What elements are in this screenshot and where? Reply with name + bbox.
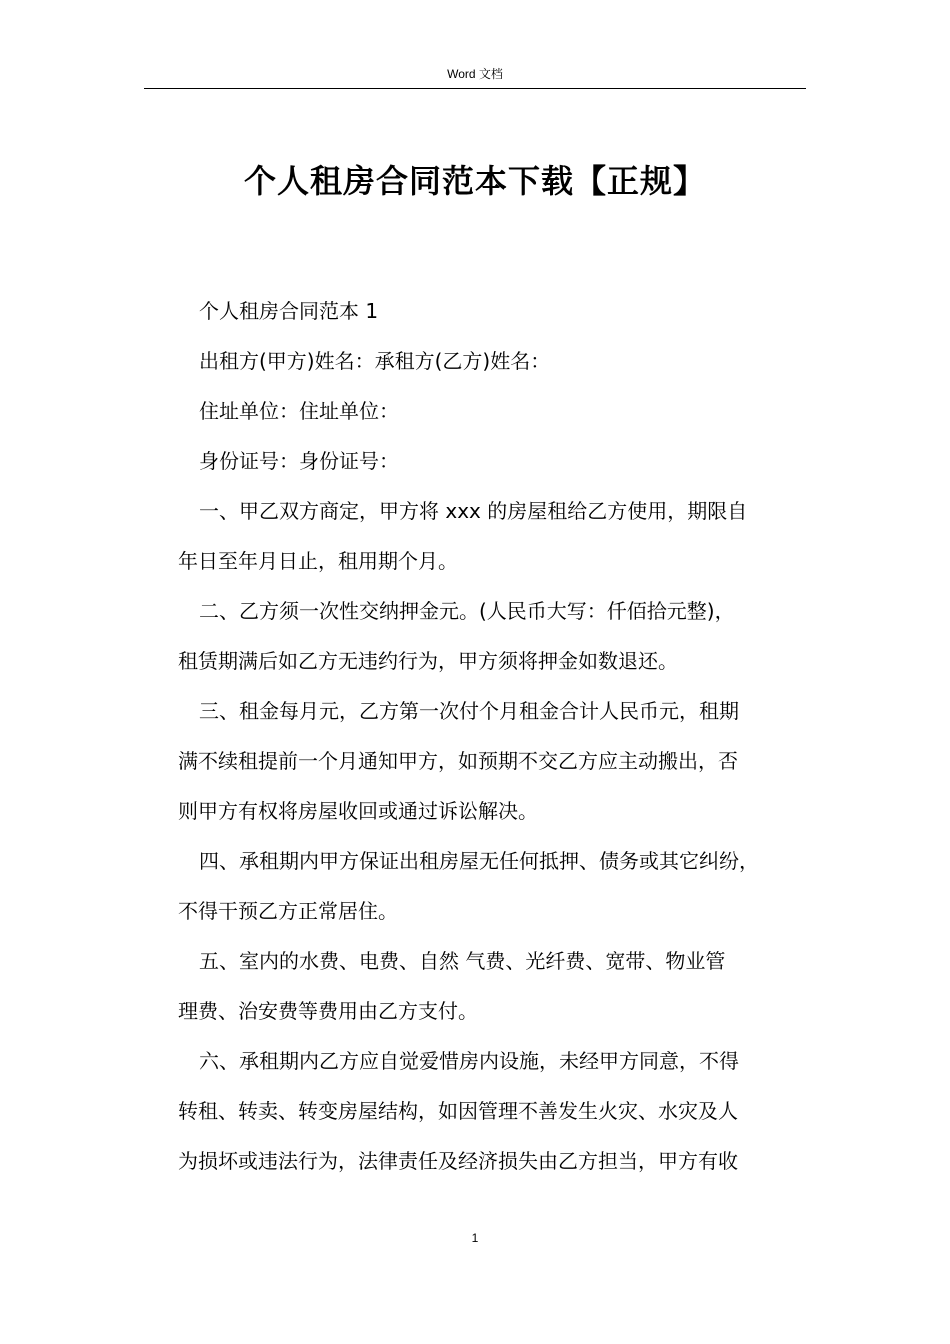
body-line: 三、租金每月元，乙方第一次付个月租金合计人民币元，租期 [199,699,739,723]
body-line: 不得干预乙方正常居住。 [178,899,398,923]
body-line: 四、承租期内甲方保证出租房屋无任何抵押、债务或其它纠纷， [199,849,759,873]
header-text: Word 文档 [447,67,503,81]
body-line: 转租、转卖、转变房屋结构，如因管理不善发生火灾、水灾及人 [178,1099,738,1123]
document-title: 个人租房合同范本下载【正规】 [243,162,706,200]
page-number: 1 [471,1231,479,1245]
body-line: 五、室内的水费、电费、自然 气费、光纤费、宽带、物业管 [199,949,726,973]
page-footer [0,1228,950,1248]
body-line: 一、甲乙双方商定，甲方将 xxx 的房屋租给乙方使用，期限自 [199,499,748,523]
body-line: 个人租房合同范本 1 [199,299,379,323]
body-line: 为损坏或违法行为，法律责任及经济损失由乙方担当，甲方有收 [178,1149,738,1173]
body-line: 满不续租提前一个月通知甲方，如预期不交乙方应主动搬出，否 [178,749,738,773]
page-header [144,64,806,89]
body-line: 年日至年月日止，租用期个月。 [178,549,458,573]
body-line: 身份证号：身份证号： [199,449,399,473]
body-line: 二、乙方须一次性交纳押金元。(人民币大写：仟佰拾元整)， [199,599,735,623]
document-body [178,286,814,1186]
body-line: 则甲方有权将房屋收回或通过诉讼解决。 [178,799,538,823]
body-line: 住址单位：住址单位： [199,399,399,423]
body-line: 理费、治安费等费用由乙方支付。 [178,999,478,1023]
body-line: 租赁期满后如乙方无违约行为，甲方须将押金如数退还。 [178,649,678,673]
body-line: 出租方(甲方)姓名：承租方(乙方)姓名： [199,349,551,373]
body-line: 六、承租期内乙方应自觉爱惜房内设施，未经甲方同意，不得 [199,1049,739,1073]
